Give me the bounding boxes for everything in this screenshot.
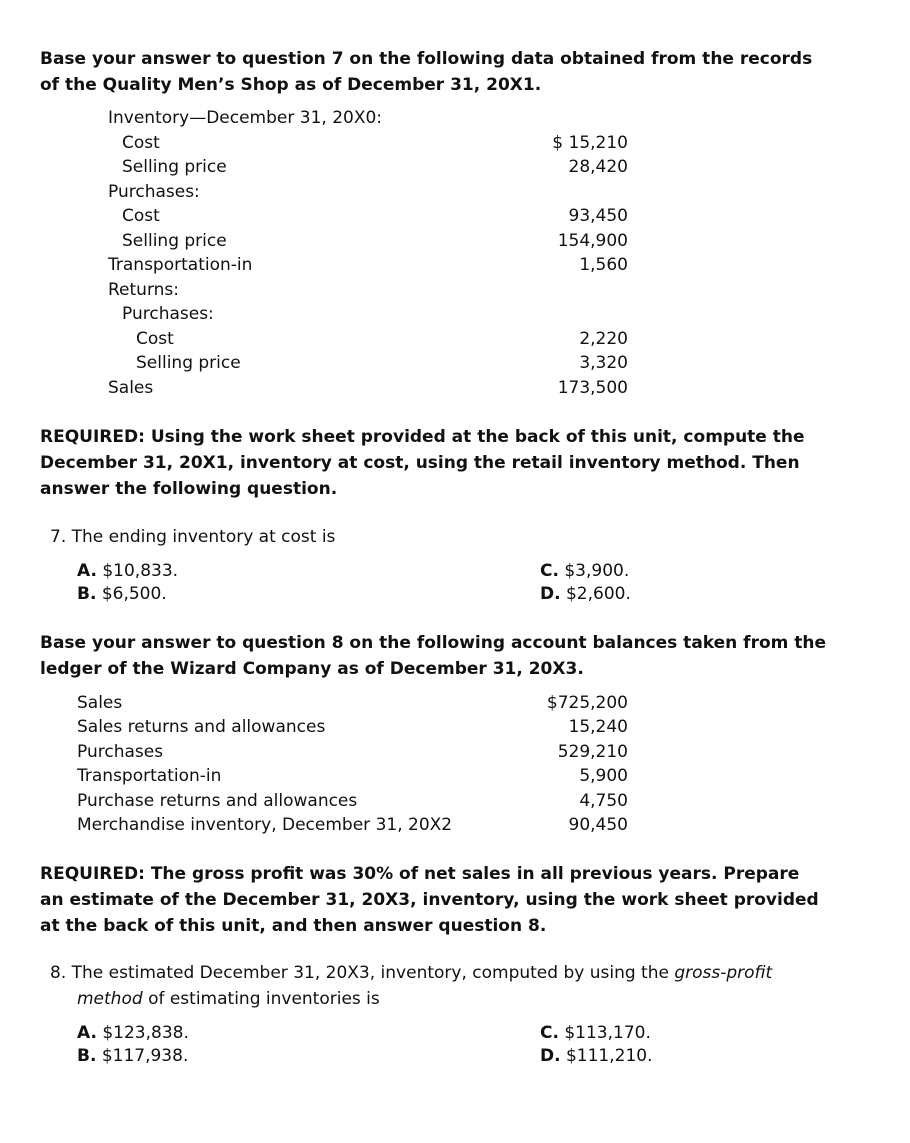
option-letter: A. <box>77 561 97 581</box>
q7-option-c[interactable] <box>540 561 629 581</box>
option-letter: C. <box>540 1023 559 1043</box>
q7-row-value: 2,220 <box>579 329 628 349</box>
q8-option-b[interactable] <box>77 1046 188 1066</box>
q7-row-label: Purchases: <box>108 182 200 202</box>
q8-row-label: Transportation-in <box>77 766 222 786</box>
q8-required-line2: an estimate of the December 31, 20X3, inventory, using the work sheet provided <box>40 890 819 910</box>
option-text: $113,170. <box>564 1023 651 1043</box>
q8-row-label: Merchandise inventory, December 31, 20X2 <box>77 815 453 835</box>
q8-option-d[interactable] <box>540 1046 653 1066</box>
q8-stem-line2 <box>77 989 380 1009</box>
option-text: $117,938. <box>101 1046 189 1066</box>
option-text: $111,210. <box>565 1046 653 1066</box>
option-letter: A. <box>77 1023 97 1043</box>
q8-intro-line2: ledger of the Wizard Company as of December 31, 20X3. <box>40 659 584 679</box>
q7-row-value: 3,320 <box>579 353 628 373</box>
q8-intro-line1: Base your answer to question 8 on the following account balances taken from the <box>40 633 827 653</box>
q7-intro <box>40 46 870 98</box>
q8-row-label: Sales <box>77 693 123 713</box>
q7-option-d[interactable] <box>540 584 631 604</box>
q8-row-label: Sales returns and allowances <box>77 717 326 737</box>
q8-stem-italic: method <box>77 989 143 1009</box>
option-letter: D. <box>540 584 561 604</box>
q8-row-label: Purchases <box>77 742 164 762</box>
q7-row-label: Purchases: <box>122 304 214 324</box>
q8-required-line3: at the back of this unit, and then answer question 8. <box>40 916 547 936</box>
q7-row-label: Sales <box>108 378 154 398</box>
q7-intro-line2: of the Quality Men’s Shop as of December 31, 20X1. <box>40 75 542 95</box>
q7-required-line2: December 31, 20X1, inventory at cost, using the retail inventory method. Then <box>40 453 800 473</box>
q7-row-label: Selling price <box>122 231 227 251</box>
q8-required-line1: REQUIRED: The gross profit was 30% of net sales in all previous years. Prepare <box>40 864 800 884</box>
option-text: $10,833. <box>102 561 179 581</box>
q8-intro <box>40 630 870 682</box>
option-letter: D. <box>540 1046 561 1066</box>
q8-row-value: 529,210 <box>557 742 628 762</box>
q7-row-label: Selling price <box>122 157 227 177</box>
q7-row-label: Cost <box>122 206 160 226</box>
q7-row-label: Transportation-in <box>108 255 253 275</box>
q7-row-label: Cost <box>122 133 160 153</box>
q7-row-label: Cost <box>136 329 174 349</box>
q7-required-line1: REQUIRED: Using the work sheet provided at the back of this unit, compute the <box>40 427 805 447</box>
q7-row-value: 173,500 <box>557 378 628 398</box>
q8-option-a[interactable] <box>77 1023 189 1043</box>
q8-row-value: 15,240 <box>568 717 628 737</box>
q7-row-value: 28,420 <box>568 157 628 177</box>
option-text: $3,900. <box>564 561 630 581</box>
q7-row-value: 1,560 <box>579 255 628 275</box>
option-text: $2,600. <box>565 584 631 604</box>
q7-intro-line1: Base your answer to question 7 on the following data obtained from the records <box>40 49 813 69</box>
q8-row-value: 90,450 <box>568 815 628 835</box>
q7-row-value: $ 15,210 <box>552 133 628 153</box>
q7-required <box>40 424 870 502</box>
q8-row-value: 5,900 <box>579 766 628 786</box>
q8-required <box>40 861 870 939</box>
q7-required-line3: answer the following question. <box>40 479 338 499</box>
q8-row-value: $725,200 <box>546 693 628 713</box>
q7-row-label: Selling price <box>136 353 241 373</box>
option-letter: C. <box>540 561 559 581</box>
q8-row-value: 4,750 <box>579 791 628 811</box>
option-text: $6,500. <box>101 584 167 604</box>
q7-option-b[interactable] <box>77 584 167 604</box>
q7-stem: 7. The ending inventory at cost is <box>50 527 336 547</box>
option-text: $123,838. <box>102 1023 189 1043</box>
q7-row-label: Returns: <box>108 280 179 300</box>
q7-row-value: 93,450 <box>568 206 628 226</box>
option-letter: B. <box>77 1046 97 1066</box>
q8-stem-italic: gross-profit <box>674 963 773 983</box>
q7-row-value: 154,900 <box>557 231 628 251</box>
option-letter: B. <box>77 584 97 604</box>
q8-stem-text: of estimating inventories is <box>148 989 380 1009</box>
q7-option-a[interactable] <box>77 561 178 581</box>
q8-row-label: Purchase returns and allowances <box>77 791 358 811</box>
q8-stem-line1 <box>50 963 772 983</box>
q8-stem-text: 8. The estimated December 31, 20X3, inventory, computed by using the <box>50 963 669 983</box>
q7-row-label: Inventory—December 31, 20X0: <box>108 108 383 128</box>
q8-option-c[interactable] <box>540 1023 651 1043</box>
